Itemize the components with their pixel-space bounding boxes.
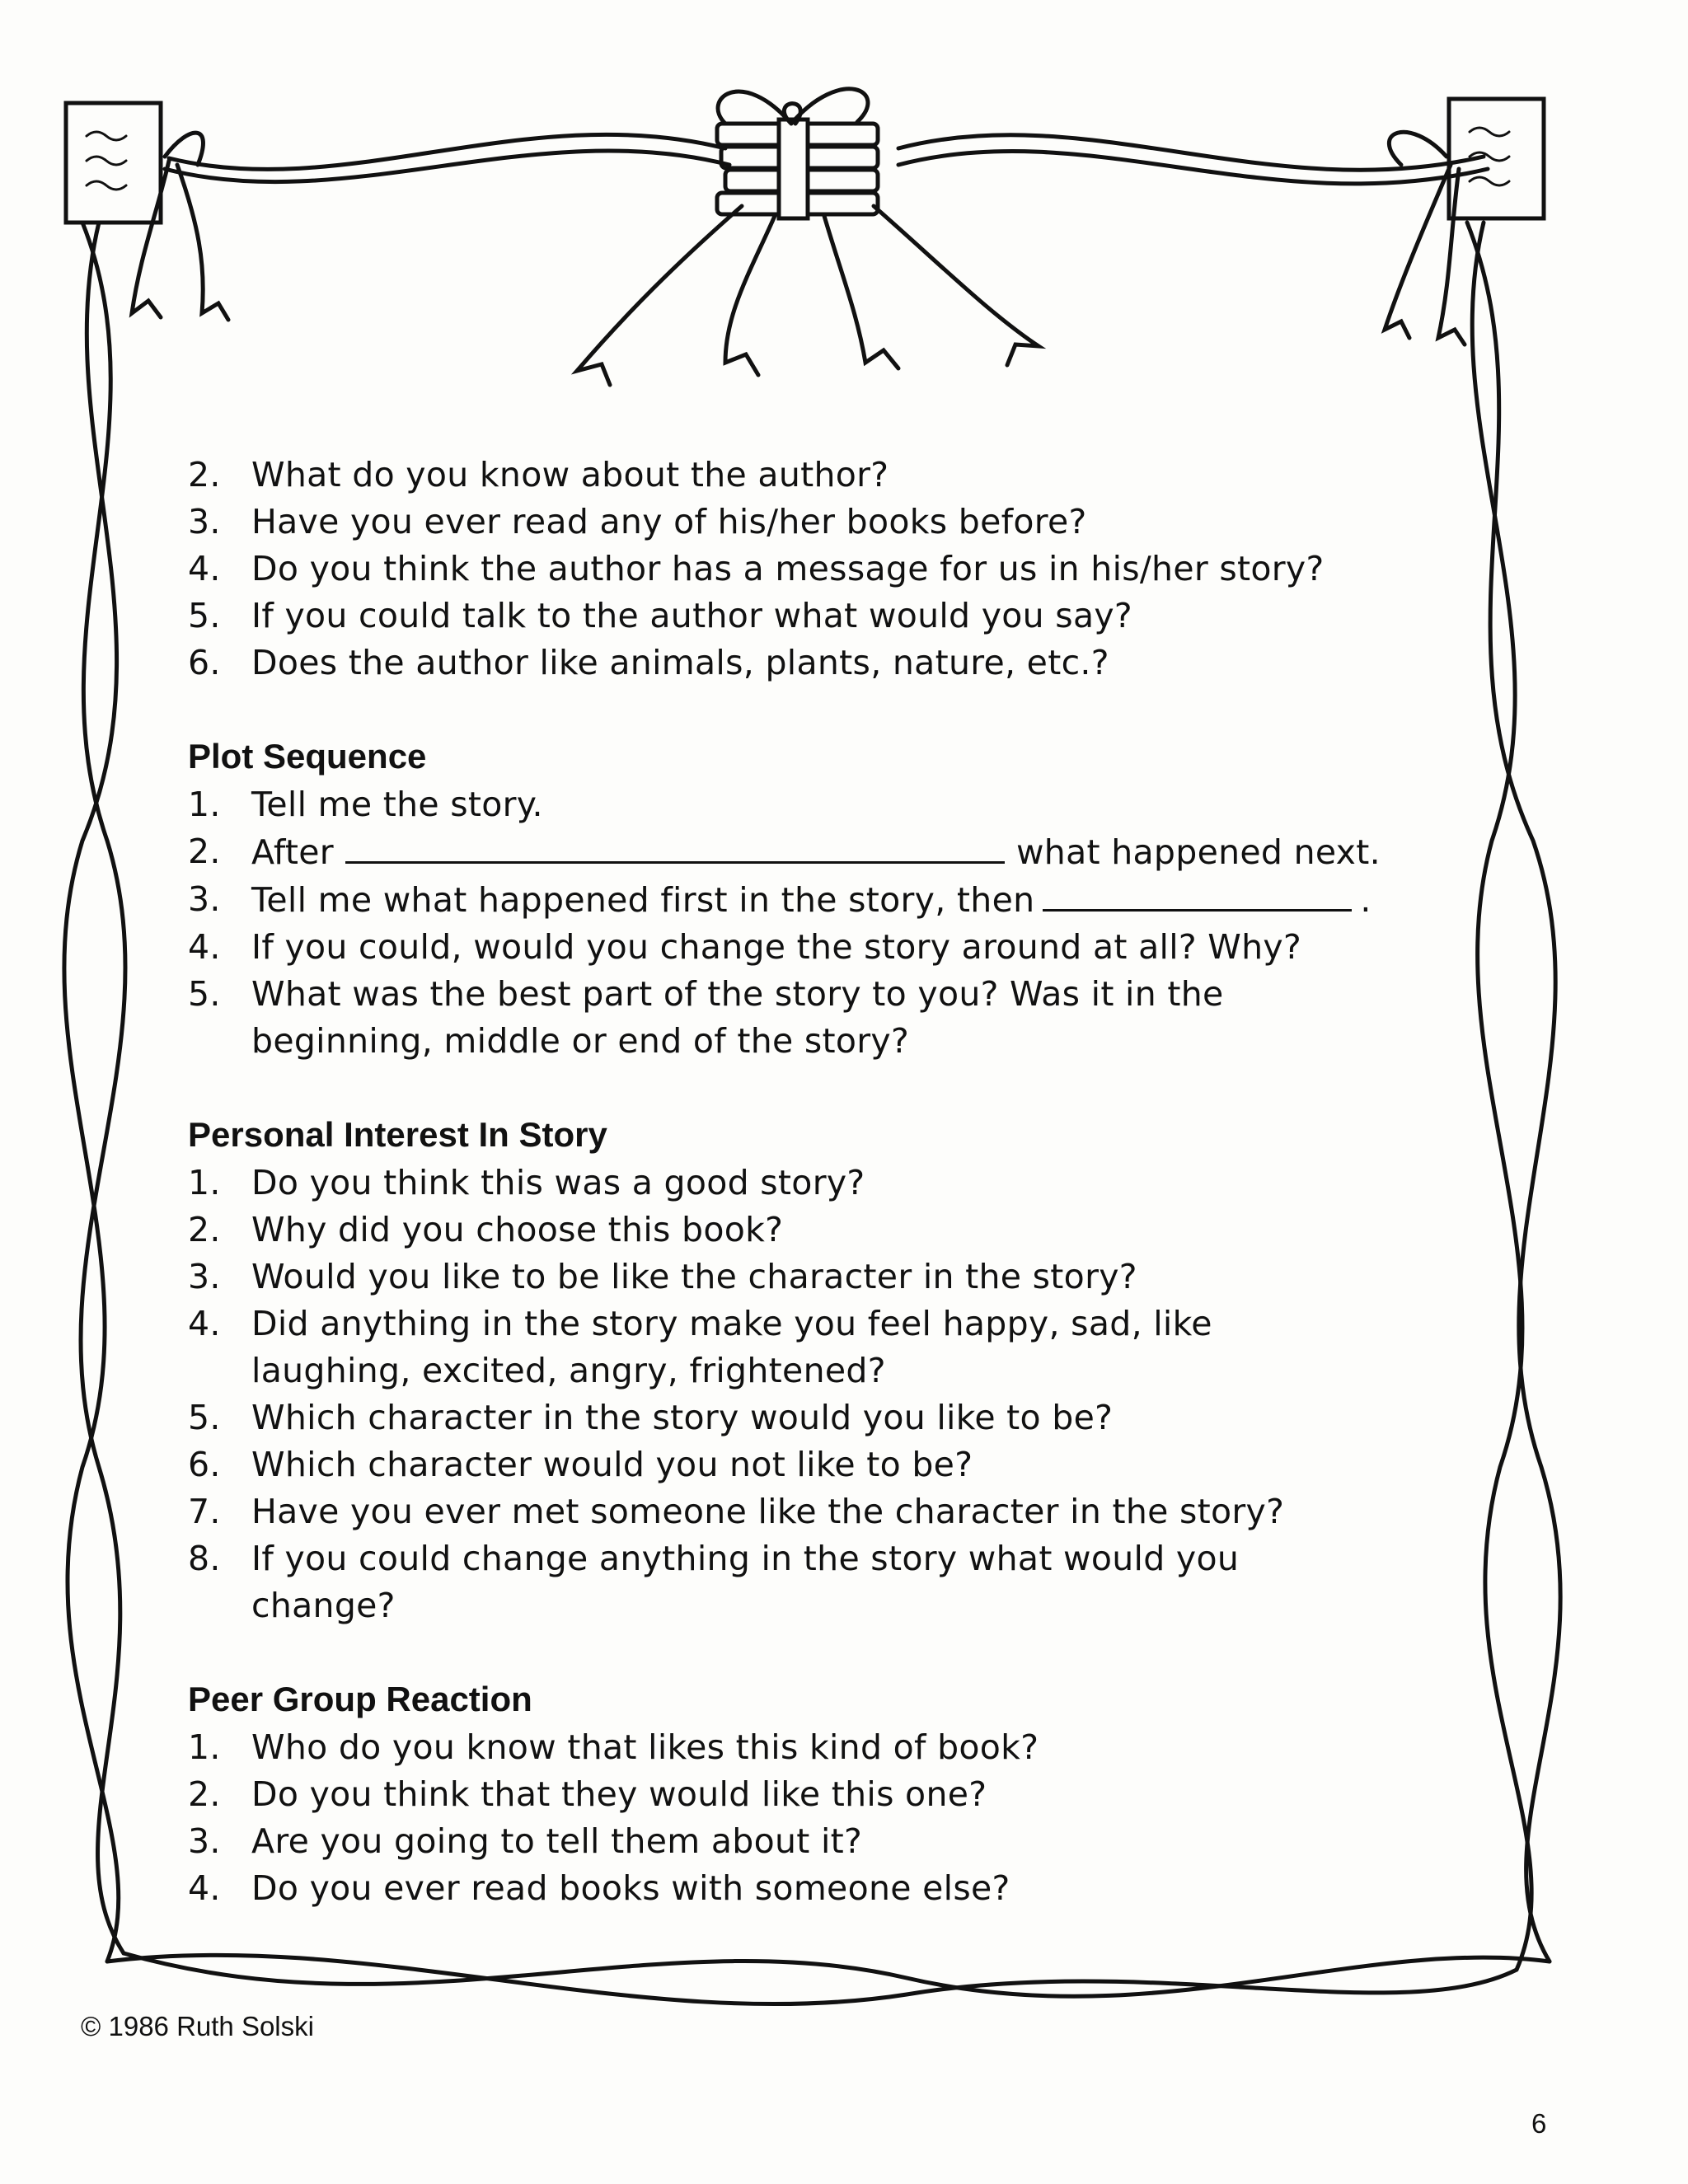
item-number: 3. bbox=[188, 1821, 221, 1861]
right-ribbon-2 bbox=[1472, 223, 1531, 1970]
list-item bbox=[188, 1724, 1474, 1771]
list-item bbox=[188, 1865, 1474, 1912]
item-text: Have you ever met someone like the character in the story? bbox=[251, 1492, 1285, 1531]
list-item bbox=[188, 1207, 1474, 1254]
fill-in-blank[interactable] bbox=[345, 828, 1005, 864]
section-heading-peer-group: Peer Group Reaction bbox=[188, 1680, 532, 1718]
item-text: Who do you know that likes this kind of book? bbox=[251, 1727, 1039, 1767]
item-text: laughing, excited, angry, frightened? bbox=[251, 1351, 886, 1390]
item-number: 2. bbox=[188, 1210, 221, 1249]
item-text: Are you going to tell them about it? bbox=[251, 1821, 863, 1861]
item-number: 1. bbox=[188, 1163, 221, 1202]
item-number: 4. bbox=[188, 927, 221, 967]
list-item-continuation bbox=[188, 1018, 1474, 1065]
left-ribbon bbox=[81, 223, 125, 1953]
list-item bbox=[188, 828, 1474, 876]
item-number: 5. bbox=[188, 1398, 221, 1437]
item-text: Why did you choose this book? bbox=[251, 1210, 784, 1249]
list-item bbox=[188, 1301, 1474, 1347]
list-item bbox=[188, 1535, 1474, 1582]
list-item bbox=[188, 924, 1474, 971]
plot-sequence-list bbox=[188, 781, 1474, 1065]
item-text: Do you ever read books with someone else? bbox=[251, 1868, 1010, 1908]
list-item bbox=[188, 971, 1474, 1018]
section-heading-plot-sequence: Plot Sequence bbox=[188, 737, 427, 776]
item-text: Did anything in the story make you feel happy, sad, like bbox=[251, 1304, 1212, 1343]
item-number: 5. bbox=[188, 974, 221, 1014]
item-number: 6. bbox=[188, 1445, 221, 1484]
list-item bbox=[188, 499, 1474, 546]
worksheet-content bbox=[188, 452, 1474, 1912]
item-number: 3. bbox=[188, 502, 221, 541]
item-number: 1. bbox=[188, 785, 221, 824]
item-number: 2. bbox=[188, 455, 221, 494]
item-text: Tell me what happened first in the story, then bbox=[251, 880, 1035, 920]
item-number: 1. bbox=[188, 1727, 221, 1767]
list-item bbox=[188, 546, 1474, 593]
item-number: 2. bbox=[188, 832, 221, 871]
item-number: 5. bbox=[188, 596, 221, 635]
item-number: 6. bbox=[188, 643, 221, 682]
list-item bbox=[188, 876, 1474, 924]
item-text: beginning, middle or end of the story? bbox=[251, 1021, 910, 1061]
item-text: Have you ever read any of his/her books before? bbox=[251, 502, 1087, 541]
item-text: What was the best part of the story to you? Was it in the bbox=[251, 974, 1224, 1014]
item-text: What do you know about the author? bbox=[251, 455, 889, 494]
item-number: 7. bbox=[188, 1492, 221, 1531]
page-number: 6 bbox=[1531, 2108, 1547, 2139]
item-number: 4. bbox=[188, 549, 221, 588]
item-text: Does the author like animals, plants, nature, etc.? bbox=[251, 643, 1109, 682]
fill-in-blank[interactable] bbox=[1043, 876, 1352, 912]
item-text: Which character in the story would you like to be? bbox=[251, 1398, 1114, 1437]
copyright-notice: © 1986 Ruth Solski bbox=[81, 2011, 314, 2041]
item-number: 3. bbox=[188, 1257, 221, 1296]
author-questions-list bbox=[188, 452, 1474, 687]
list-item-continuation bbox=[188, 1582, 1474, 1629]
item-number: 3. bbox=[188, 879, 221, 919]
list-item bbox=[188, 1441, 1474, 1488]
left-ribbon-2 bbox=[64, 223, 119, 1961]
list-item bbox=[188, 781, 1474, 828]
item-number: 8. bbox=[188, 1539, 221, 1578]
peer-group-list bbox=[188, 1724, 1474, 1912]
item-text: If you could, would you change the story around at all? Why? bbox=[251, 927, 1302, 967]
item-text: After bbox=[251, 832, 334, 872]
list-item-continuation bbox=[188, 1347, 1474, 1394]
right-card bbox=[1449, 99, 1544, 218]
item-text: Tell me the story. bbox=[251, 785, 543, 824]
list-item bbox=[188, 1160, 1474, 1207]
item-text: Would you like to be like the character in the story? bbox=[251, 1257, 1137, 1296]
left-card bbox=[66, 103, 161, 223]
list-item bbox=[188, 1771, 1474, 1818]
item-text: . bbox=[1360, 880, 1372, 920]
list-item bbox=[188, 452, 1474, 499]
item-text: Do you think the author has a message for us in his/her story? bbox=[251, 549, 1325, 588]
list-item bbox=[188, 1488, 1474, 1535]
item-number: 4. bbox=[188, 1304, 221, 1343]
item-text: what happened next. bbox=[1015, 832, 1381, 872]
list-item bbox=[188, 1254, 1474, 1301]
item-text: Do you think this was a good story? bbox=[251, 1163, 865, 1202]
personal-interest-list bbox=[188, 1160, 1474, 1629]
item-text: Which character would you not like to be? bbox=[251, 1445, 973, 1484]
item-text: If you could change anything in the story what would you bbox=[251, 1539, 1240, 1578]
top-ribbon-left-2 bbox=[165, 151, 729, 182]
list-item bbox=[188, 593, 1474, 640]
section-heading-personal-interest: Personal Interest In Story bbox=[188, 1115, 607, 1154]
item-text: Do you think that they would like this one? bbox=[251, 1774, 987, 1814]
list-item bbox=[188, 1394, 1474, 1441]
item-number: 4. bbox=[188, 1868, 221, 1908]
item-number: 2. bbox=[188, 1774, 221, 1814]
right-ribbon bbox=[1467, 223, 1560, 1961]
item-text: If you could talk to the author what would you say? bbox=[251, 596, 1132, 635]
list-item bbox=[188, 640, 1474, 687]
item-text: change? bbox=[251, 1586, 396, 1625]
list-item bbox=[188, 1818, 1474, 1865]
